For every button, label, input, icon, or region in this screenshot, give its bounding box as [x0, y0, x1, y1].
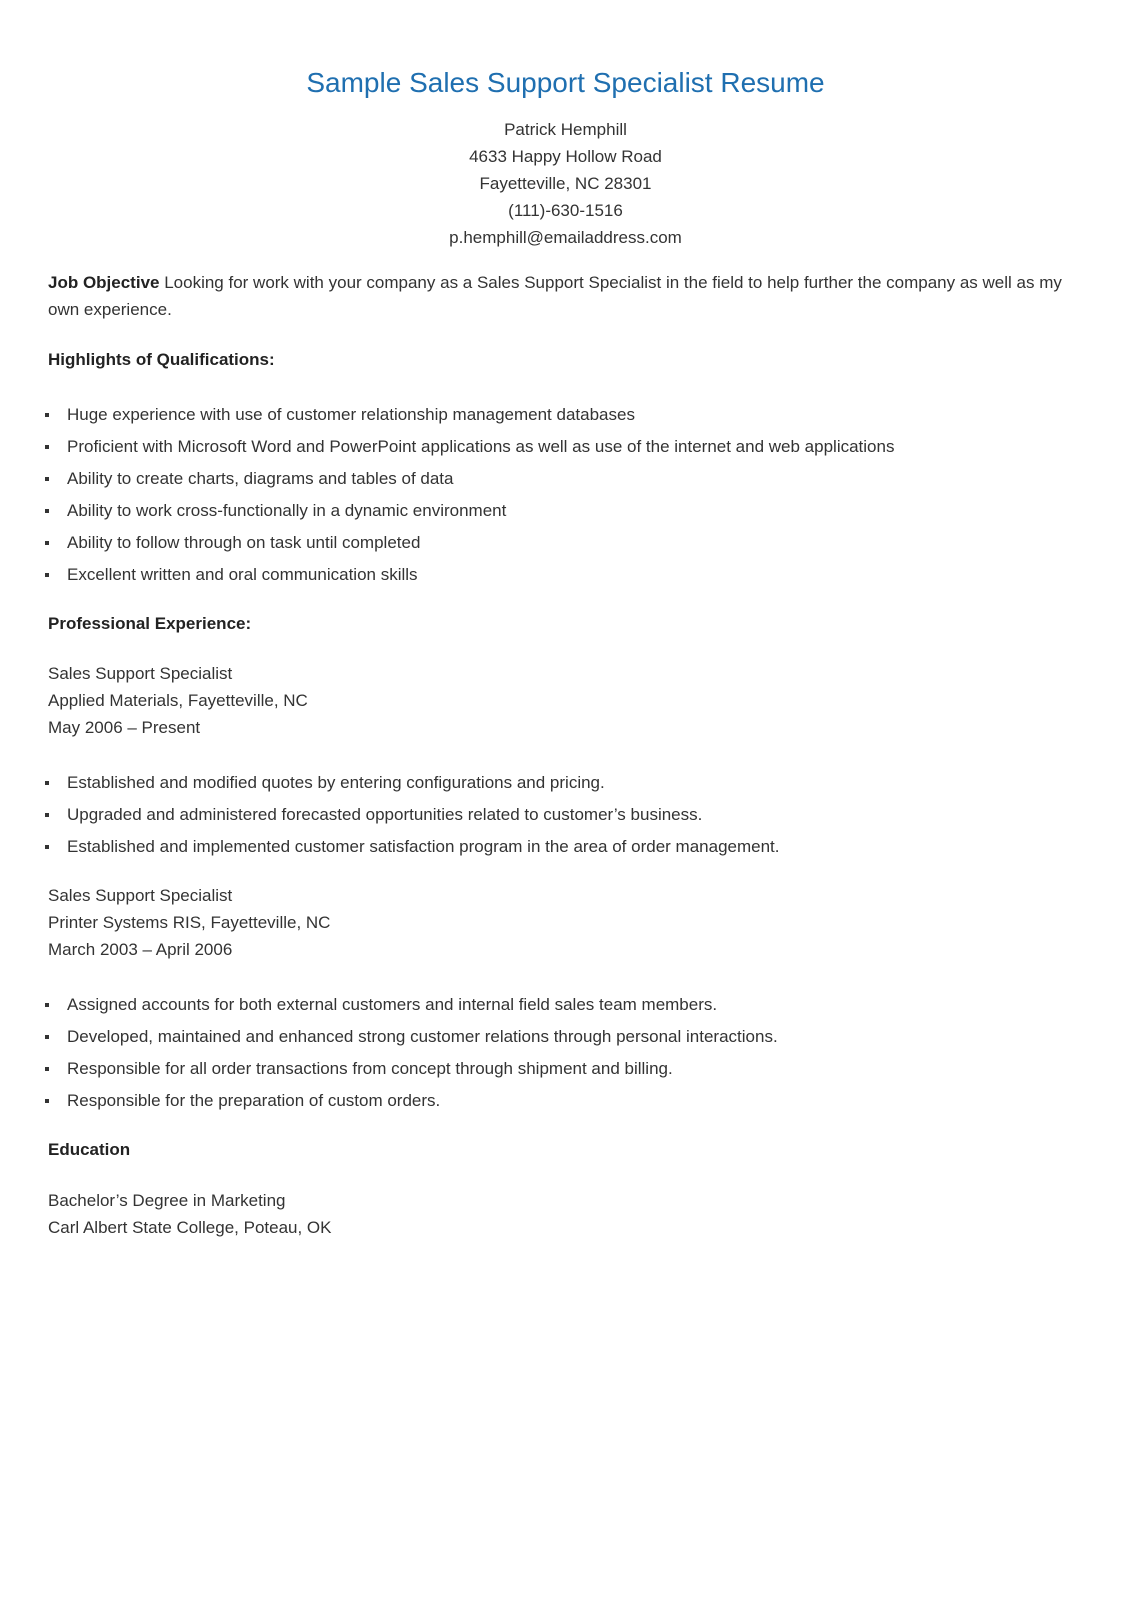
job-title: Sales Support Specialist — [48, 886, 233, 905]
list-item — [48, 431, 1088, 463]
list-item — [48, 1053, 1088, 1085]
education-heading: Education — [48, 1140, 131, 1159]
job-title: Sales Support Specialist — [48, 664, 233, 683]
job-dates: May 2006 – Present — [48, 718, 201, 737]
list-item — [48, 1021, 1088, 1053]
bullet-icon — [45, 813, 49, 817]
list-item — [48, 831, 1088, 863]
list-item-text: Ability to create charts, diagrams and tables of data — [67, 469, 454, 488]
list-item-text: Proficient with Microsoft Word and PowerPoint applications as well as use of the internet and web applications — [67, 437, 895, 456]
list-item — [48, 767, 1088, 799]
job-entry-1 — [48, 660, 1088, 741]
bullet-icon — [45, 1067, 49, 1071]
contact-info — [0, 116, 1131, 251]
bullet-icon — [45, 541, 49, 545]
bullet-icon — [45, 413, 49, 417]
page-title: Sample Sales Support Specialist Resume — [306, 67, 825, 98]
list-item-text: Developed, maintained and enhanced strong customer relations through personal interactions. — [67, 1027, 778, 1046]
contact-city: Fayetteville, NC 28301 — [479, 174, 652, 193]
education-school: Carl Albert State College, Poteau, OK — [48, 1218, 332, 1237]
job-2-duties — [48, 989, 1088, 1117]
list-item-text: Established and implemented customer satisfaction program in the area of order management. — [67, 837, 780, 856]
job-objective-text: Looking for work with your company as a Sales Support Specialist in the field to help further the company as well as my own experience. — [48, 273, 1062, 319]
bullet-icon — [45, 845, 49, 849]
list-item-text: Responsible for the preparation of custom orders. — [67, 1091, 441, 1110]
list-item-text: Upgraded and administered forecasted opportunities related to customer’s business. — [67, 805, 703, 824]
bullet-icon — [45, 781, 49, 785]
bullet-icon — [45, 477, 49, 481]
list-item — [48, 989, 1088, 1021]
list-item-text: Assigned accounts for both external customers and internal field sales team members. — [67, 995, 718, 1014]
education-entry — [48, 1187, 1088, 1241]
highlights-list — [48, 399, 1088, 591]
list-item-text: Established and modified quotes by entering configurations and pricing. — [67, 773, 605, 792]
bullet-icon — [45, 1003, 49, 1007]
job-dates: March 2003 – April 2006 — [48, 940, 233, 959]
job-objective — [48, 269, 1088, 323]
bullet-icon — [45, 573, 49, 577]
contact-phone: (111)-630-1516 — [508, 201, 623, 220]
list-item — [48, 527, 1088, 559]
job-objective-label: Job Objective — [48, 273, 160, 292]
list-item-text: Ability to follow through on task until completed — [67, 533, 421, 552]
bullet-icon — [45, 445, 49, 449]
highlights-heading: Highlights of Qualifications: — [48, 350, 275, 369]
bullet-icon — [45, 1035, 49, 1039]
list-item-text: Excellent written and oral communication skills — [67, 565, 418, 584]
experience-heading: Professional Experience: — [48, 614, 252, 633]
list-item — [48, 799, 1088, 831]
list-item-text: Ability to work cross-functionally in a dynamic environment — [67, 501, 507, 520]
list-item — [48, 463, 1088, 495]
list-item-text: Responsible for all order transactions from concept through shipment and billing. — [67, 1059, 673, 1078]
contact-address: 4633 Happy Hollow Road — [469, 147, 662, 166]
education-degree: Bachelor’s Degree in Marketing — [48, 1191, 286, 1210]
bullet-icon — [45, 1099, 49, 1103]
list-item — [48, 559, 1088, 591]
list-item — [48, 495, 1088, 527]
contact-name: Patrick Hemphill — [504, 120, 627, 139]
bullet-icon — [45, 509, 49, 513]
list-item — [48, 399, 1088, 431]
list-item-text: Huge experience with use of customer relationship management databases — [67, 405, 635, 424]
job-company: Applied Materials, Fayetteville, NC — [48, 691, 308, 710]
job-entry-2 — [48, 882, 1088, 963]
job-company: Printer Systems RIS, Fayetteville, NC — [48, 913, 331, 932]
contact-email: p.hemphill@emailaddress.com — [449, 228, 682, 247]
list-item — [48, 1085, 1088, 1117]
job-1-duties — [48, 767, 1088, 863]
